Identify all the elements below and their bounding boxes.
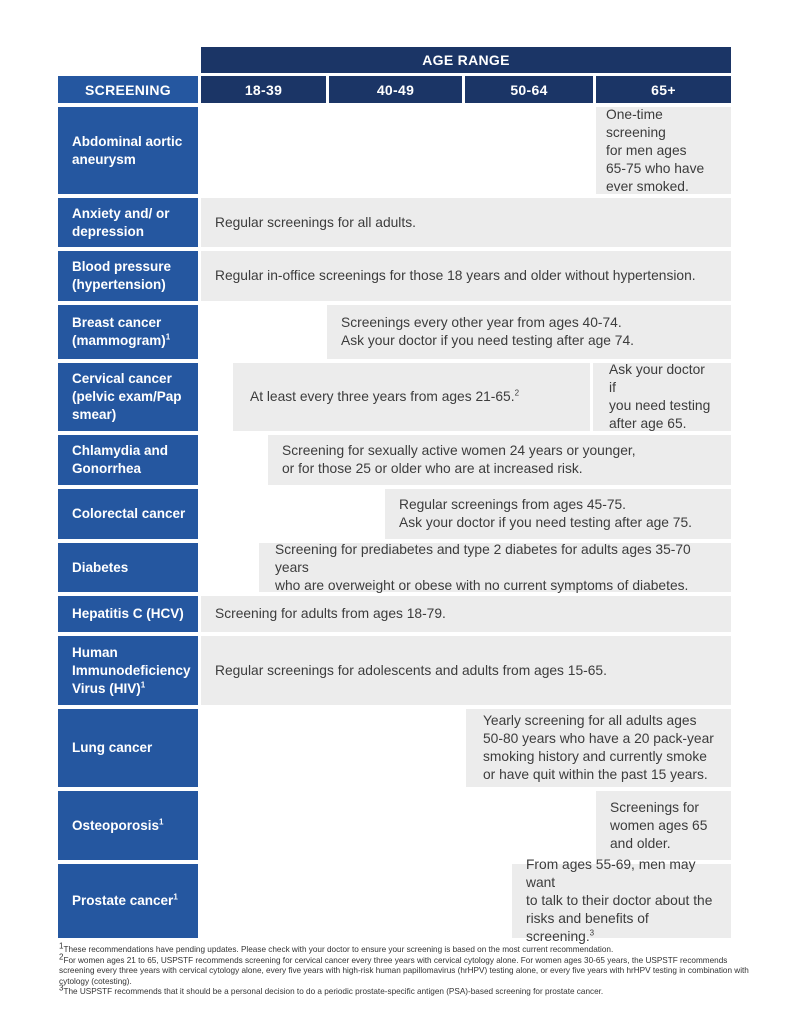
text-line: smoking history and currently smoke — [483, 749, 707, 764]
text-line: who are overweight or obese with no current symptoms of diabetes. — [275, 577, 689, 593]
screening-name-line: Anxiety and/ — [72, 205, 153, 221]
screening-name-line: or depression — [72, 205, 170, 239]
screening-name: Lung cancer — [72, 740, 153, 755]
recommendation-bar — [259, 543, 731, 592]
screening-blood-pressure — [58, 251, 198, 301]
recommendation-bar — [233, 363, 590, 431]
text-line: risks and benefits of screening. — [526, 911, 649, 944]
text-line: Screening for prediabetes and type 2 diabetes for adults ages 35-70 years — [275, 541, 691, 575]
age-col-18-39: 18-39 — [201, 76, 326, 103]
screening-name-line: smear) — [72, 407, 117, 422]
text-line: Screening for sexually active women 24 years or younger, — [282, 443, 636, 458]
footnote-text: For women ages 21 to 65, USPSTF recommends screening for cervical cancer every three years with cervical cytology alone. For women ages 30-65 years, the USPSTF recommends screening every three years with cervical cytology alone, every five years with high-risk human papillomavirus (hrHPV) testing alone, or every five years with hrHPV testing in combination with cytology (cotesting). — [59, 955, 749, 986]
screening-prostate-cancer — [58, 864, 198, 938]
footnote-text: The USPSTF recommends that it should be a personal decision to do a periodic prostate-specific antigen (PSA)-based screening for prostate cancer. — [63, 987, 604, 997]
screening-name-line: (pelvic exam/Pap — [72, 389, 182, 404]
screening-lung-cancer — [58, 709, 198, 787]
footnote-2 — [59, 951, 749, 988]
screening-colorectal-cancer — [58, 489, 198, 539]
text-line: Screenings every other year from ages 40-74. — [341, 315, 622, 330]
screening-header: SCREENING — [58, 76, 198, 103]
recommendation-text: Regular screenings for all adults. — [215, 214, 416, 230]
screening-hepatitis-c — [58, 596, 198, 632]
screening-name: Osteoporosis — [72, 817, 160, 833]
recommendation-bar — [596, 107, 731, 194]
recommendation-bar — [201, 596, 731, 632]
screening-name-line: Blood pressure — [72, 259, 172, 274]
footnote-3 — [59, 983, 749, 998]
text-line: you need testing — [609, 398, 711, 413]
screening-name-line: Breast cancer — [72, 315, 162, 330]
text-line: women ages 65 — [610, 817, 708, 833]
recommendation-bar — [385, 489, 731, 539]
screening-name: Abdominal aortic aneurysm — [72, 133, 183, 167]
screening-diabetes — [58, 543, 198, 592]
recommendation-bar — [201, 636, 731, 705]
footnote-mark: 1 — [165, 332, 171, 342]
recommendation-bar — [596, 791, 731, 860]
footnote-mark: 1 — [159, 817, 164, 826]
footnote-mark: 1 — [173, 892, 178, 902]
text-line: to talk to their doctor about the — [526, 893, 713, 908]
screening-chlamydia-gonorrhea — [58, 435, 198, 485]
footnote-mark: 2 — [514, 388, 520, 398]
text-line: and older. — [610, 835, 671, 851]
recommendation-text: Regular in-office screenings for those 18 years and older without hypertension. — [215, 268, 696, 283]
recommendation-bar — [201, 198, 731, 247]
footnote-mark: 3 — [59, 983, 64, 993]
footnotes — [59, 941, 749, 998]
age-col-65plus: 65+ — [596, 76, 731, 103]
recommendation-bar — [593, 363, 731, 431]
screening-name-line: Virus (HIV) — [72, 680, 141, 696]
text-line: One-time screening — [606, 106, 666, 140]
recommendation-bar — [268, 435, 731, 485]
age-range-header: AGE RANGE — [201, 47, 731, 73]
text-line: ever smoked. — [606, 178, 689, 194]
text-line: or for those 25 or older who are at increased risk. — [282, 461, 583, 476]
screening-osteoporosis — [58, 791, 198, 860]
age-col-50-64: 50-64 — [465, 76, 593, 103]
screening-name-line: Cervical cancer — [72, 371, 172, 386]
recommendation-text: At least every three years from ages 21-65. — [250, 389, 515, 404]
screening-breast-cancer — [58, 305, 198, 359]
footnote-mark: 2 — [59, 951, 64, 961]
recommendation-bar — [512, 857, 731, 944]
screening-cervical-cancer — [58, 363, 198, 431]
screening-name-line: Gonorrhea — [72, 461, 142, 476]
recommendation-bar — [466, 709, 731, 787]
screening-anxiety-depression — [58, 198, 198, 247]
text-line: Screenings for — [610, 799, 699, 815]
text-line: 50-80 years who have a 20 pack-year — [483, 731, 714, 746]
screening-name-line: (mammogram) — [72, 333, 166, 348]
text-line: after age 65. — [609, 416, 687, 431]
footnote-mark: 1 — [59, 941, 64, 951]
screening-name-line: (hypertension) — [72, 277, 166, 292]
screening-hiv — [58, 636, 198, 705]
text-line: Ask your doctor if you need testing after age 74. — [341, 333, 634, 348]
screening-name: Colorectal cancer — [72, 506, 186, 521]
text-line: Regular screenings from ages 45-75. — [399, 497, 627, 512]
text-line: Yearly screening for all adults ages — [483, 713, 697, 728]
screening-name-line: Immunodeficiency — [72, 662, 191, 678]
footnote-text: These recommendations have pending updates. Please check with your doctor to ensure your screening is based on the most current recommendation. — [63, 945, 614, 954]
recommendation-bar — [201, 251, 731, 301]
text-line: Ask your doctor if you need testing after age 75. — [399, 515, 692, 530]
text-line: 65-75 who have — [606, 160, 705, 176]
text-line: or have quit within the past 15 years. — [483, 767, 708, 782]
footnote-mark: 3 — [589, 928, 595, 938]
recommendation-bar — [327, 305, 731, 359]
screening-name: Diabetes — [72, 559, 129, 575]
screening-abdominal-aortic-aneurysm — [58, 107, 198, 194]
text-line: for men ages — [606, 142, 687, 158]
recommendation-text: Regular screenings for adolescents and adults from ages 15-65. — [215, 662, 607, 678]
footnote-mark: 1 — [140, 680, 146, 689]
screening-name: Hepatitis C (HCV) — [72, 606, 184, 621]
age-col-40-49: 40-49 — [329, 76, 462, 103]
screening-name: Prostate cancer — [72, 893, 174, 908]
screening-name-line: Human — [72, 644, 118, 660]
screening-name-line: Chlamydia and — [72, 443, 169, 458]
recommendation-text: Screening for adults from ages 18-79. — [215, 606, 446, 621]
text-line: Ask your doctor if — [609, 362, 705, 395]
footnote-1 — [59, 941, 749, 956]
text-line: From ages 55-69, men may want — [526, 857, 696, 890]
